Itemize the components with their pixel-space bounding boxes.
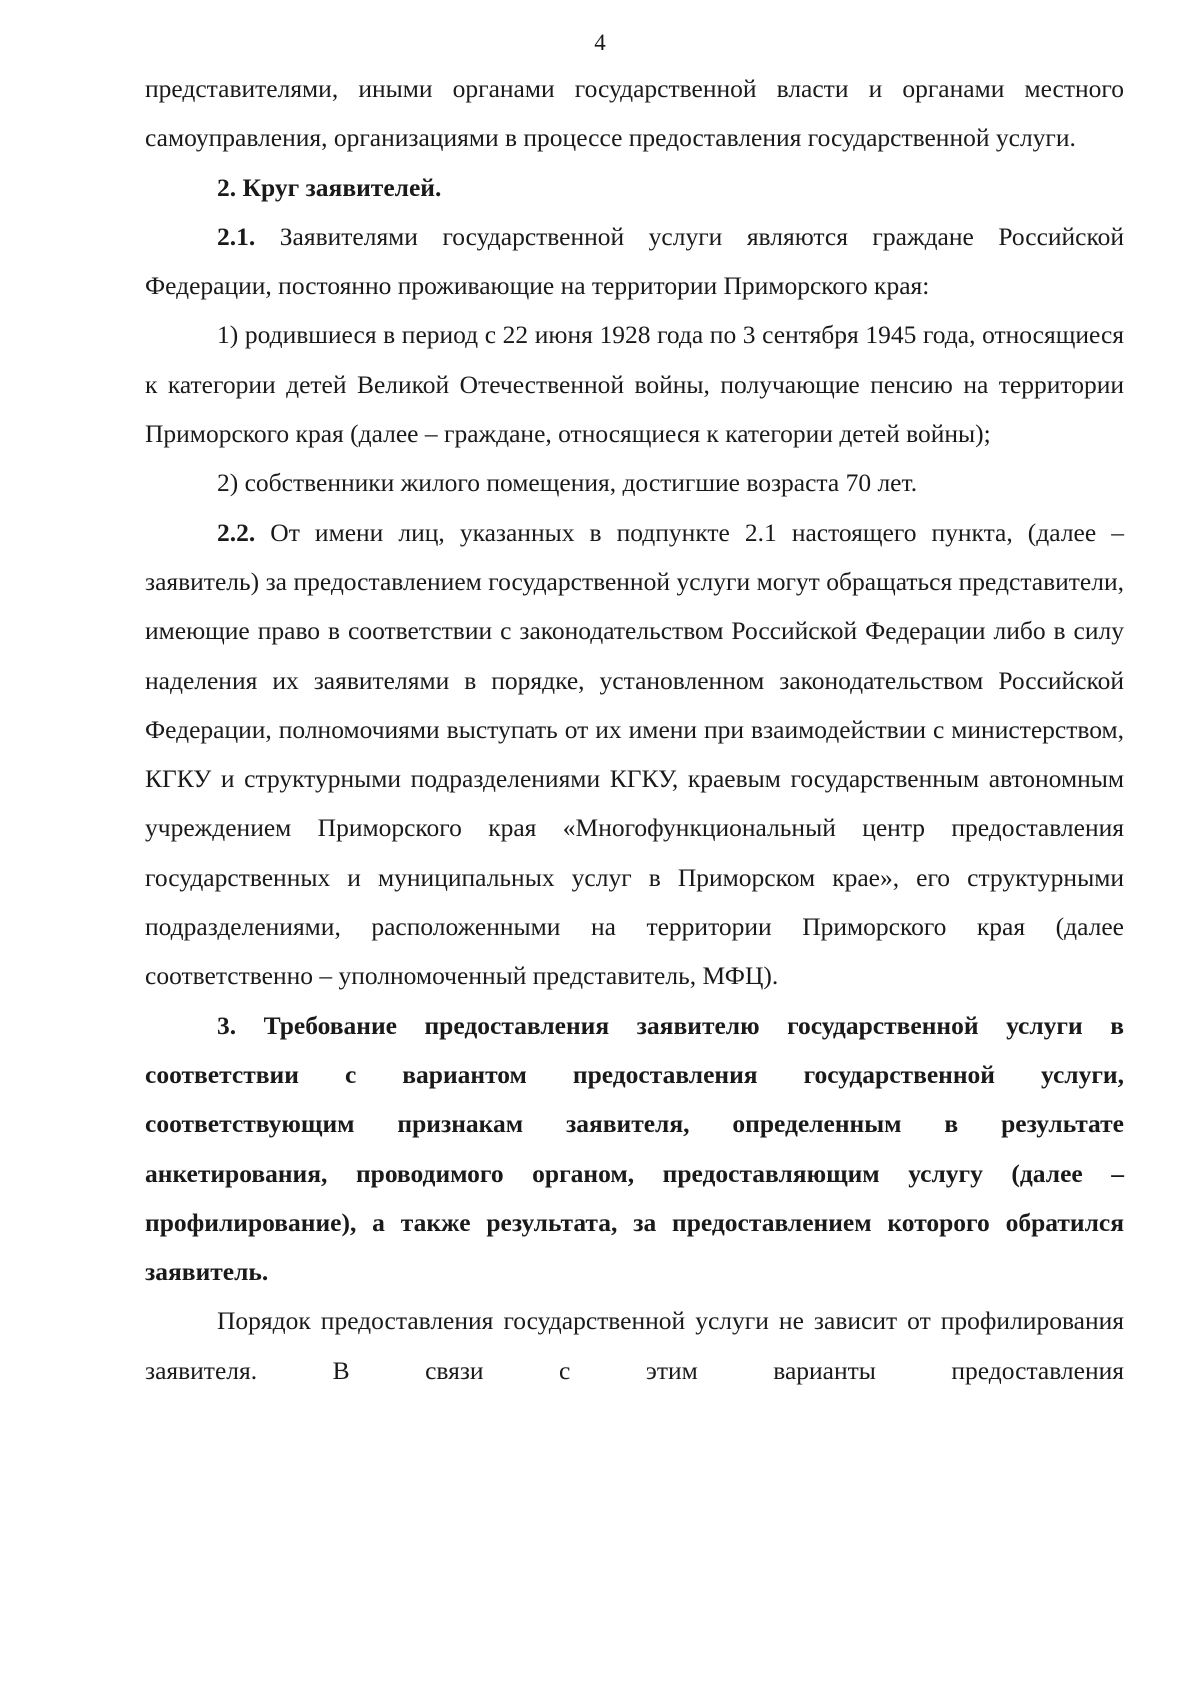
paragraph-2-1 [145, 212, 1124, 311]
clause-label-2-1: 2.1. [217, 221, 256, 251]
section-heading-applicants: 2. Круг заявителей. [217, 172, 442, 202]
list-item-1: 1) родившиеся в период с 22 июня 1928 года по 3 сентября 1945 года, относящиеся к категории детей Великой Отечественной войны, получающие пенсию на территории Приморского края (далее – граждане, относящиеся к категории детей войны); [145, 320, 1124, 449]
document-body [145, 64, 1124, 1395]
paragraph-procedure: Порядок предоставления государственной услуги не зависит от профилирования заявителя. В связи с этим варианты предоставления [145, 1306, 1124, 1385]
clause-text-2-1: Заявителями государственной услуги являются граждане Российской Федерации, постоянно проживающие на территории Приморского края: [145, 221, 1124, 301]
paragraph-2-2 [145, 508, 1124, 1001]
section-heading-requirement: 3. Требование предоставления заявителю государственной услуги в соответствии с вариантом предоставления государственной услуги, соответствующим признакам заявителя, определенным в результате анкетирования, проводимого органом, предоставляющим услугу (далее – профилирование), а также результата, за предоставлением которого обратился заявитель. [145, 1010, 1124, 1287]
list-item-2: 2) собственники жилого помещения, достигшие возраста 70 лет. [217, 468, 918, 498]
clause-label-2-2: 2.2. [217, 517, 256, 547]
paragraph-continuation: представителями, иными органами государственной власти и органами местного самоуправления, организациями в процессе предоставления государственной услуги. [145, 74, 1124, 153]
page-number: 4 [594, 30, 606, 55]
clause-text-2-2: От имени лиц, указанных в подпункте 2.1 настоящего пункта, (далее – заявитель) за предоставлением государственной услуги могут обращаться представители, имеющие право в соответствии с законодательством Российской Федерации либо в силу наделения их заявителями в порядке, установленном законодательством Российской Федерации, полномочиями выступать от их имени при взаимодействии с министерством, КГКУ и структурными подразделениями КГКУ, краевым государственным автономным учреждением Приморского края «Многофункциональный центр предоставления государственных и муниципальных услуг в Приморском крае», его структурными подразделениями, расположенными на территории Приморского края (далее соответственно – уполномоченный представитель, МФЦ). [145, 517, 1124, 991]
